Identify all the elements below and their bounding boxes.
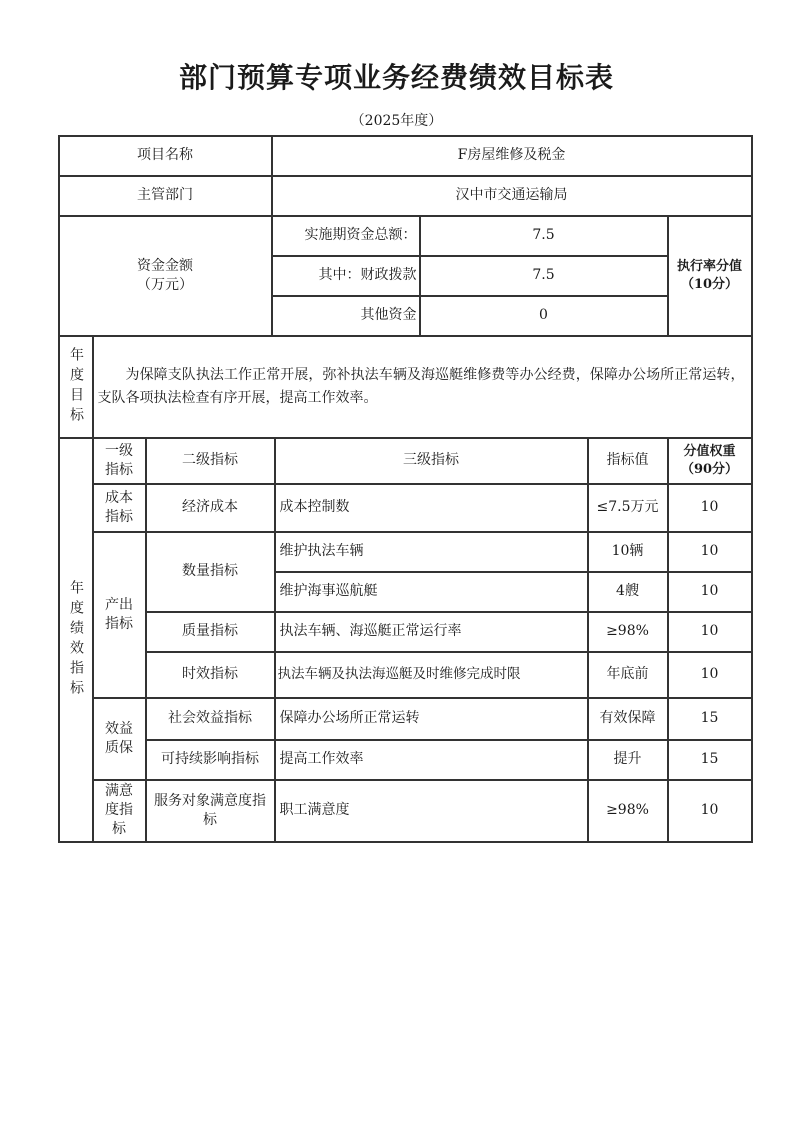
level1-benefit: 效益质保: [93, 698, 146, 780]
row-value: 年底前: [588, 652, 668, 698]
row-weight: 10: [668, 532, 752, 572]
department-value: 汉中市交通运输局: [272, 176, 752, 216]
row-weight: 10: [668, 780, 752, 842]
annual-goal-label: 年度目标: [59, 336, 93, 438]
project-name-label: 项目名称: [59, 136, 272, 176]
row-value: ≥98%: [588, 780, 668, 842]
row-level3: 职工满意度: [275, 780, 588, 842]
level2-sustainability: 可持续影响指标: [146, 740, 275, 780]
level1-output: 产出指标: [93, 532, 146, 698]
row-weight: 10: [668, 612, 752, 652]
header-level3: 三级指标: [275, 438, 588, 484]
annual-goal-text: 为保障支队执法工作正常开展，弥补执法车辆及海巡艇维修费等办公经费，保障办公场所正常运转，支队各项执法检查有序开展，提高工作效率。: [93, 336, 752, 438]
page-title: 部门预算专项业务经费绩效目标表: [178, 61, 614, 94]
row-weight: 10: [668, 572, 752, 612]
row-value: 10辆: [588, 532, 668, 572]
row-level3: 维护海事巡航艇: [275, 572, 588, 612]
level2-economic-cost: 经济成本: [146, 484, 275, 532]
funds-fiscal-value: 7.5: [420, 256, 668, 296]
level2-timeliness: 时效指标: [146, 652, 275, 698]
row-level3: 维护执法车辆: [275, 532, 588, 572]
page-subtitle: （2025年度）: [350, 113, 443, 129]
indicators-label: 年度绩效指标: [59, 438, 93, 842]
header-weight: 分值权重 （90分）: [668, 438, 752, 484]
row-value: 4艘: [588, 572, 668, 612]
funds-other-value: 0: [420, 296, 668, 336]
project-name-value: F房屋维修及税金: [272, 136, 752, 176]
row-value: ≥98%: [588, 612, 668, 652]
row-level3: 成本控制数: [275, 484, 588, 532]
header-level2: 二级指标: [146, 438, 275, 484]
level2-social-benefit: 社会效益指标: [146, 698, 275, 740]
row-level3: 执法车辆、海巡艇正常运行率: [275, 612, 588, 652]
row-level3: 提高工作效率: [275, 740, 588, 780]
row-value: 提升: [588, 740, 668, 780]
level1-satisfaction: 满意度指标: [93, 780, 146, 842]
level1-cost: 成本指标: [93, 484, 146, 532]
funds-total-value: 7.5: [420, 216, 668, 256]
header-level1: 一级指标: [93, 438, 146, 484]
row-weight: 15: [668, 698, 752, 740]
department-label: 主管部门: [59, 176, 272, 216]
row-value: ≤7.5万元: [588, 484, 668, 532]
level2-service-satisfaction: 服务对象满意度指标: [146, 780, 275, 842]
funds-fiscal-label: 其中：财政拨款: [272, 256, 420, 296]
funds-other-label: 其他资金: [272, 296, 420, 336]
row-level3: 保障办公场所正常运转: [275, 698, 588, 740]
row-weight: 10: [668, 484, 752, 532]
level2-quantity: 数量指标: [146, 532, 275, 612]
row-weight: 10: [668, 652, 752, 698]
execution-score-label: 执行率分值 （10分）: [668, 216, 752, 336]
row-weight: 15: [668, 740, 752, 780]
level2-quality: 质量指标: [146, 612, 275, 652]
row-value: 有效保障: [588, 698, 668, 740]
funds-total-label: 实施期资金总额：: [272, 216, 420, 256]
header-value: 指标值: [588, 438, 668, 484]
funds-label: 资金金额 （万元）: [59, 216, 272, 336]
row-level3: 执法车辆及执法海巡艇及时维修完成时限: [275, 652, 588, 698]
